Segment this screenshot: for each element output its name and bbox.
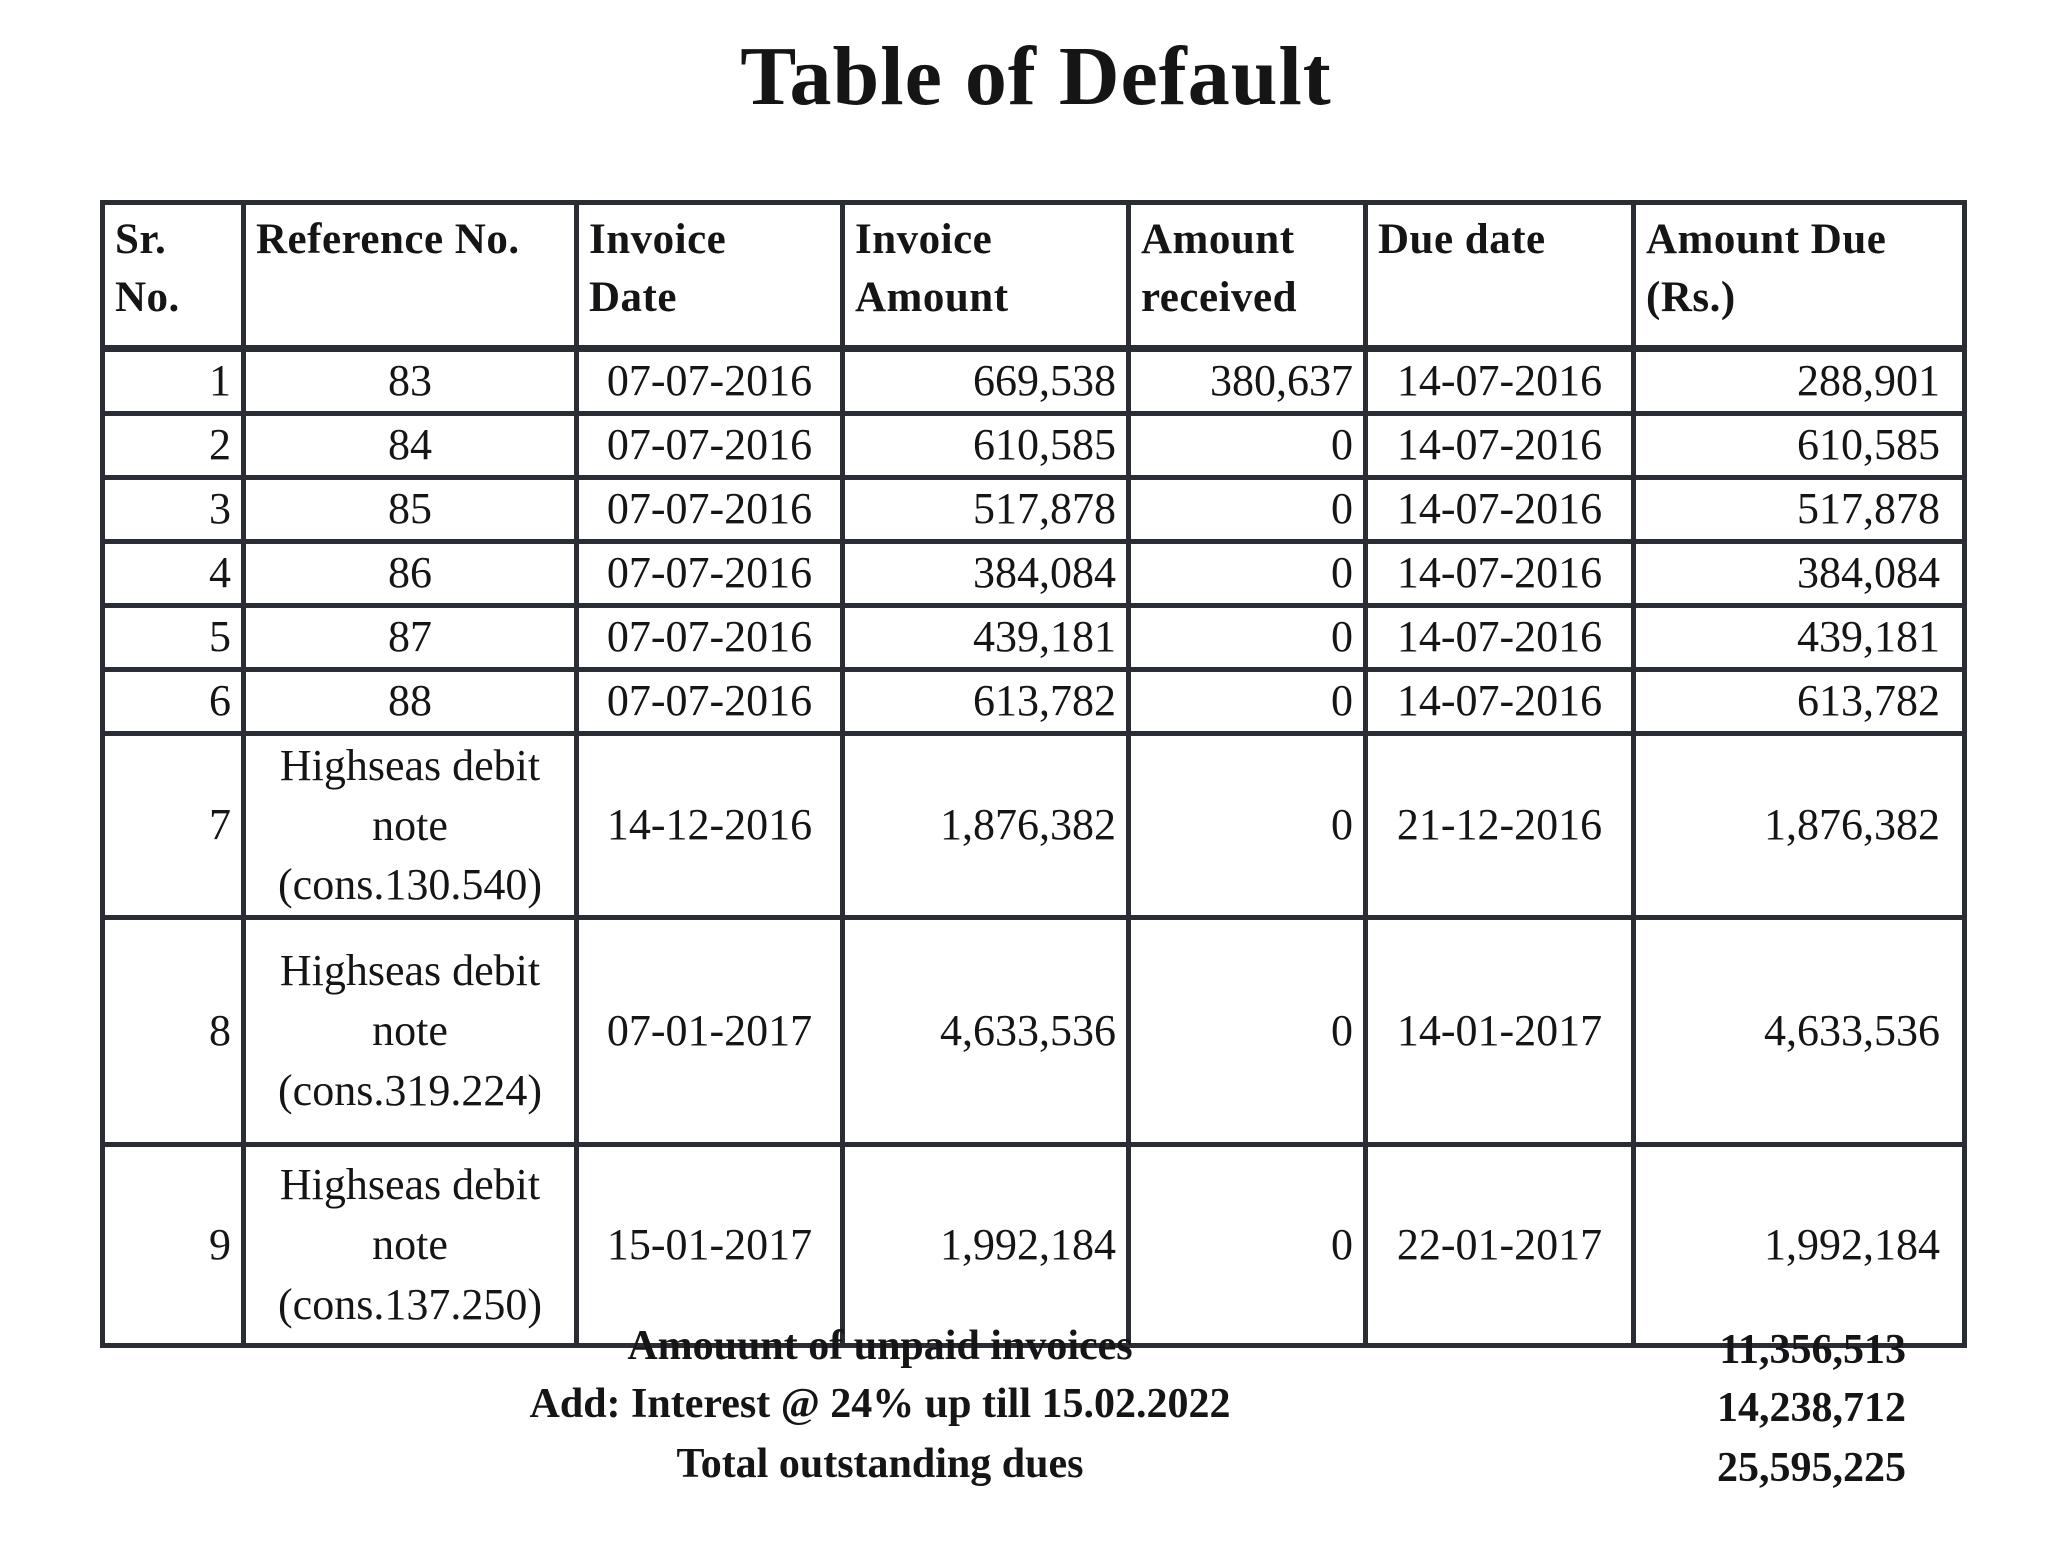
cell-sr: 2	[103, 413, 244, 477]
summary-unpaid-value: 11,356,513	[1719, 1327, 1906, 1373]
cell-invoice-amount: 517,878	[843, 477, 1129, 541]
cell-reference: 86	[244, 541, 577, 605]
table-row	[103, 918, 1965, 1145]
cell-invoice-date: 07-01-2017	[577, 918, 843, 1145]
cell-reference	[244, 1145, 577, 1346]
cell-invoice-amount: 610,585	[843, 413, 1129, 477]
cell-reference-text: Highseas debit note (cons.319.224)	[278, 946, 542, 1116]
cell-invoice-date: 07-07-2016	[577, 413, 843, 477]
cell-amount-received: 0	[1129, 733, 1366, 917]
cell-sr: 3	[103, 477, 244, 541]
cell-amount-due: 1,992,184	[1634, 1145, 1965, 1346]
table-row	[103, 733, 1965, 917]
cell-amount-due: 613,782	[1634, 669, 1965, 733]
table-row	[103, 1145, 1965, 1346]
cell-reference	[244, 918, 577, 1145]
table-row	[103, 541, 1965, 605]
cell-due-date: 22-01-2017	[1366, 1145, 1634, 1346]
cell-sr: 9	[103, 1145, 244, 1346]
cell-reference: 87	[244, 605, 577, 669]
cell-reference: 83	[244, 349, 577, 414]
table-row	[103, 477, 1965, 541]
cell-reference-text: Highseas debit note (cons.130.540)	[278, 740, 542, 910]
cell-amount-due: 610,585	[1634, 413, 1965, 477]
table-row	[103, 349, 1965, 414]
cell-invoice-amount: 1,992,184	[843, 1145, 1129, 1346]
cell-amount-received: 0	[1129, 413, 1366, 477]
cell-amount-due: 1,876,382	[1634, 733, 1965, 917]
cell-amount-due: 439,181	[1634, 605, 1965, 669]
cell-invoice-date: 07-07-2016	[577, 605, 843, 669]
cell-reference: 88	[244, 669, 577, 733]
cell-invoice-date: 14-12-2016	[577, 733, 843, 917]
header-due-date: Due date	[1366, 203, 1634, 349]
cell-due-date: 14-07-2016	[1366, 669, 1634, 733]
summary-unpaid-label: Amouunt of unpaid invoices	[627, 1323, 1133, 1369]
cell-amount-due: 288,901	[1634, 349, 1965, 414]
cell-invoice-amount: 669,538	[843, 349, 1129, 414]
cell-amount-received: 0	[1129, 477, 1366, 541]
table-row	[103, 669, 1965, 733]
cell-invoice-amount: 1,876,382	[843, 733, 1129, 917]
default-table	[100, 200, 1967, 1348]
summary-total-label: Total outstanding dues	[676, 1441, 1084, 1487]
cell-invoice-amount: 4,633,536	[843, 918, 1129, 1145]
cell-due-date: 14-07-2016	[1366, 349, 1634, 414]
document-title: Table of Default	[740, 30, 1332, 123]
header-amount-due: Amount Due (Rs.)	[1634, 203, 1965, 349]
cell-amount-received: 380,637	[1129, 349, 1366, 414]
cell-invoice-date: 07-07-2016	[577, 477, 843, 541]
cell-sr: 7	[103, 733, 244, 917]
default-table-container	[100, 200, 1962, 1348]
table-row	[103, 413, 1965, 477]
header-sr-no: Sr. No.	[103, 203, 244, 349]
cell-amount-received: 0	[1129, 541, 1366, 605]
cell-amount-received: 0	[1129, 605, 1366, 669]
cell-reference: 85	[244, 477, 577, 541]
cell-sr: 5	[103, 605, 244, 669]
cell-due-date: 14-07-2016	[1366, 605, 1634, 669]
cell-amount-due: 517,878	[1634, 477, 1965, 541]
cell-due-date: 21-12-2016	[1366, 733, 1634, 917]
cell-reference: 84	[244, 413, 577, 477]
cell-invoice-date: 07-07-2016	[577, 349, 843, 414]
cell-invoice-date: 07-07-2016	[577, 669, 843, 733]
cell-amount-due: 384,084	[1634, 541, 1965, 605]
cell-sr: 8	[103, 918, 244, 1145]
table-row	[103, 605, 1965, 669]
header-amount-received: Amount received	[1129, 203, 1366, 349]
cell-invoice-date: 07-07-2016	[577, 541, 843, 605]
header-invoice-amount: Invoice Amount	[843, 203, 1129, 349]
cell-amount-received: 0	[1129, 1145, 1366, 1346]
cell-amount-due: 4,633,536	[1634, 918, 1965, 1145]
cell-invoice-amount: 613,782	[843, 669, 1129, 733]
cell-due-date: 14-07-2016	[1366, 477, 1634, 541]
cell-due-date: 14-07-2016	[1366, 541, 1634, 605]
cell-reference	[244, 733, 577, 917]
summary-interest-value: 14,238,712	[1717, 1385, 1906, 1431]
cell-due-date: 14-07-2016	[1366, 413, 1634, 477]
cell-sr: 4	[103, 541, 244, 605]
header-reference-no: Reference No.	[244, 203, 577, 349]
header-invoice-date: Invoice Date	[577, 203, 843, 349]
cell-due-date: 14-01-2017	[1366, 918, 1634, 1145]
cell-amount-received: 0	[1129, 669, 1366, 733]
summary-interest-label: Add: Interest @ 24% up till 15.02.2022	[529, 1381, 1231, 1427]
table-header-row	[103, 203, 1965, 349]
cell-invoice-amount: 439,181	[843, 605, 1129, 669]
cell-invoice-amount: 384,084	[843, 541, 1129, 605]
cell-sr: 1	[103, 349, 244, 414]
cell-invoice-date: 15-01-2017	[577, 1145, 843, 1346]
cell-sr: 6	[103, 669, 244, 733]
cell-amount-received: 0	[1129, 918, 1366, 1145]
cell-reference-text: Highseas debit note (cons.137.250)	[278, 1160, 542, 1330]
summary-total-value: 25,595,225	[1717, 1445, 1906, 1491]
